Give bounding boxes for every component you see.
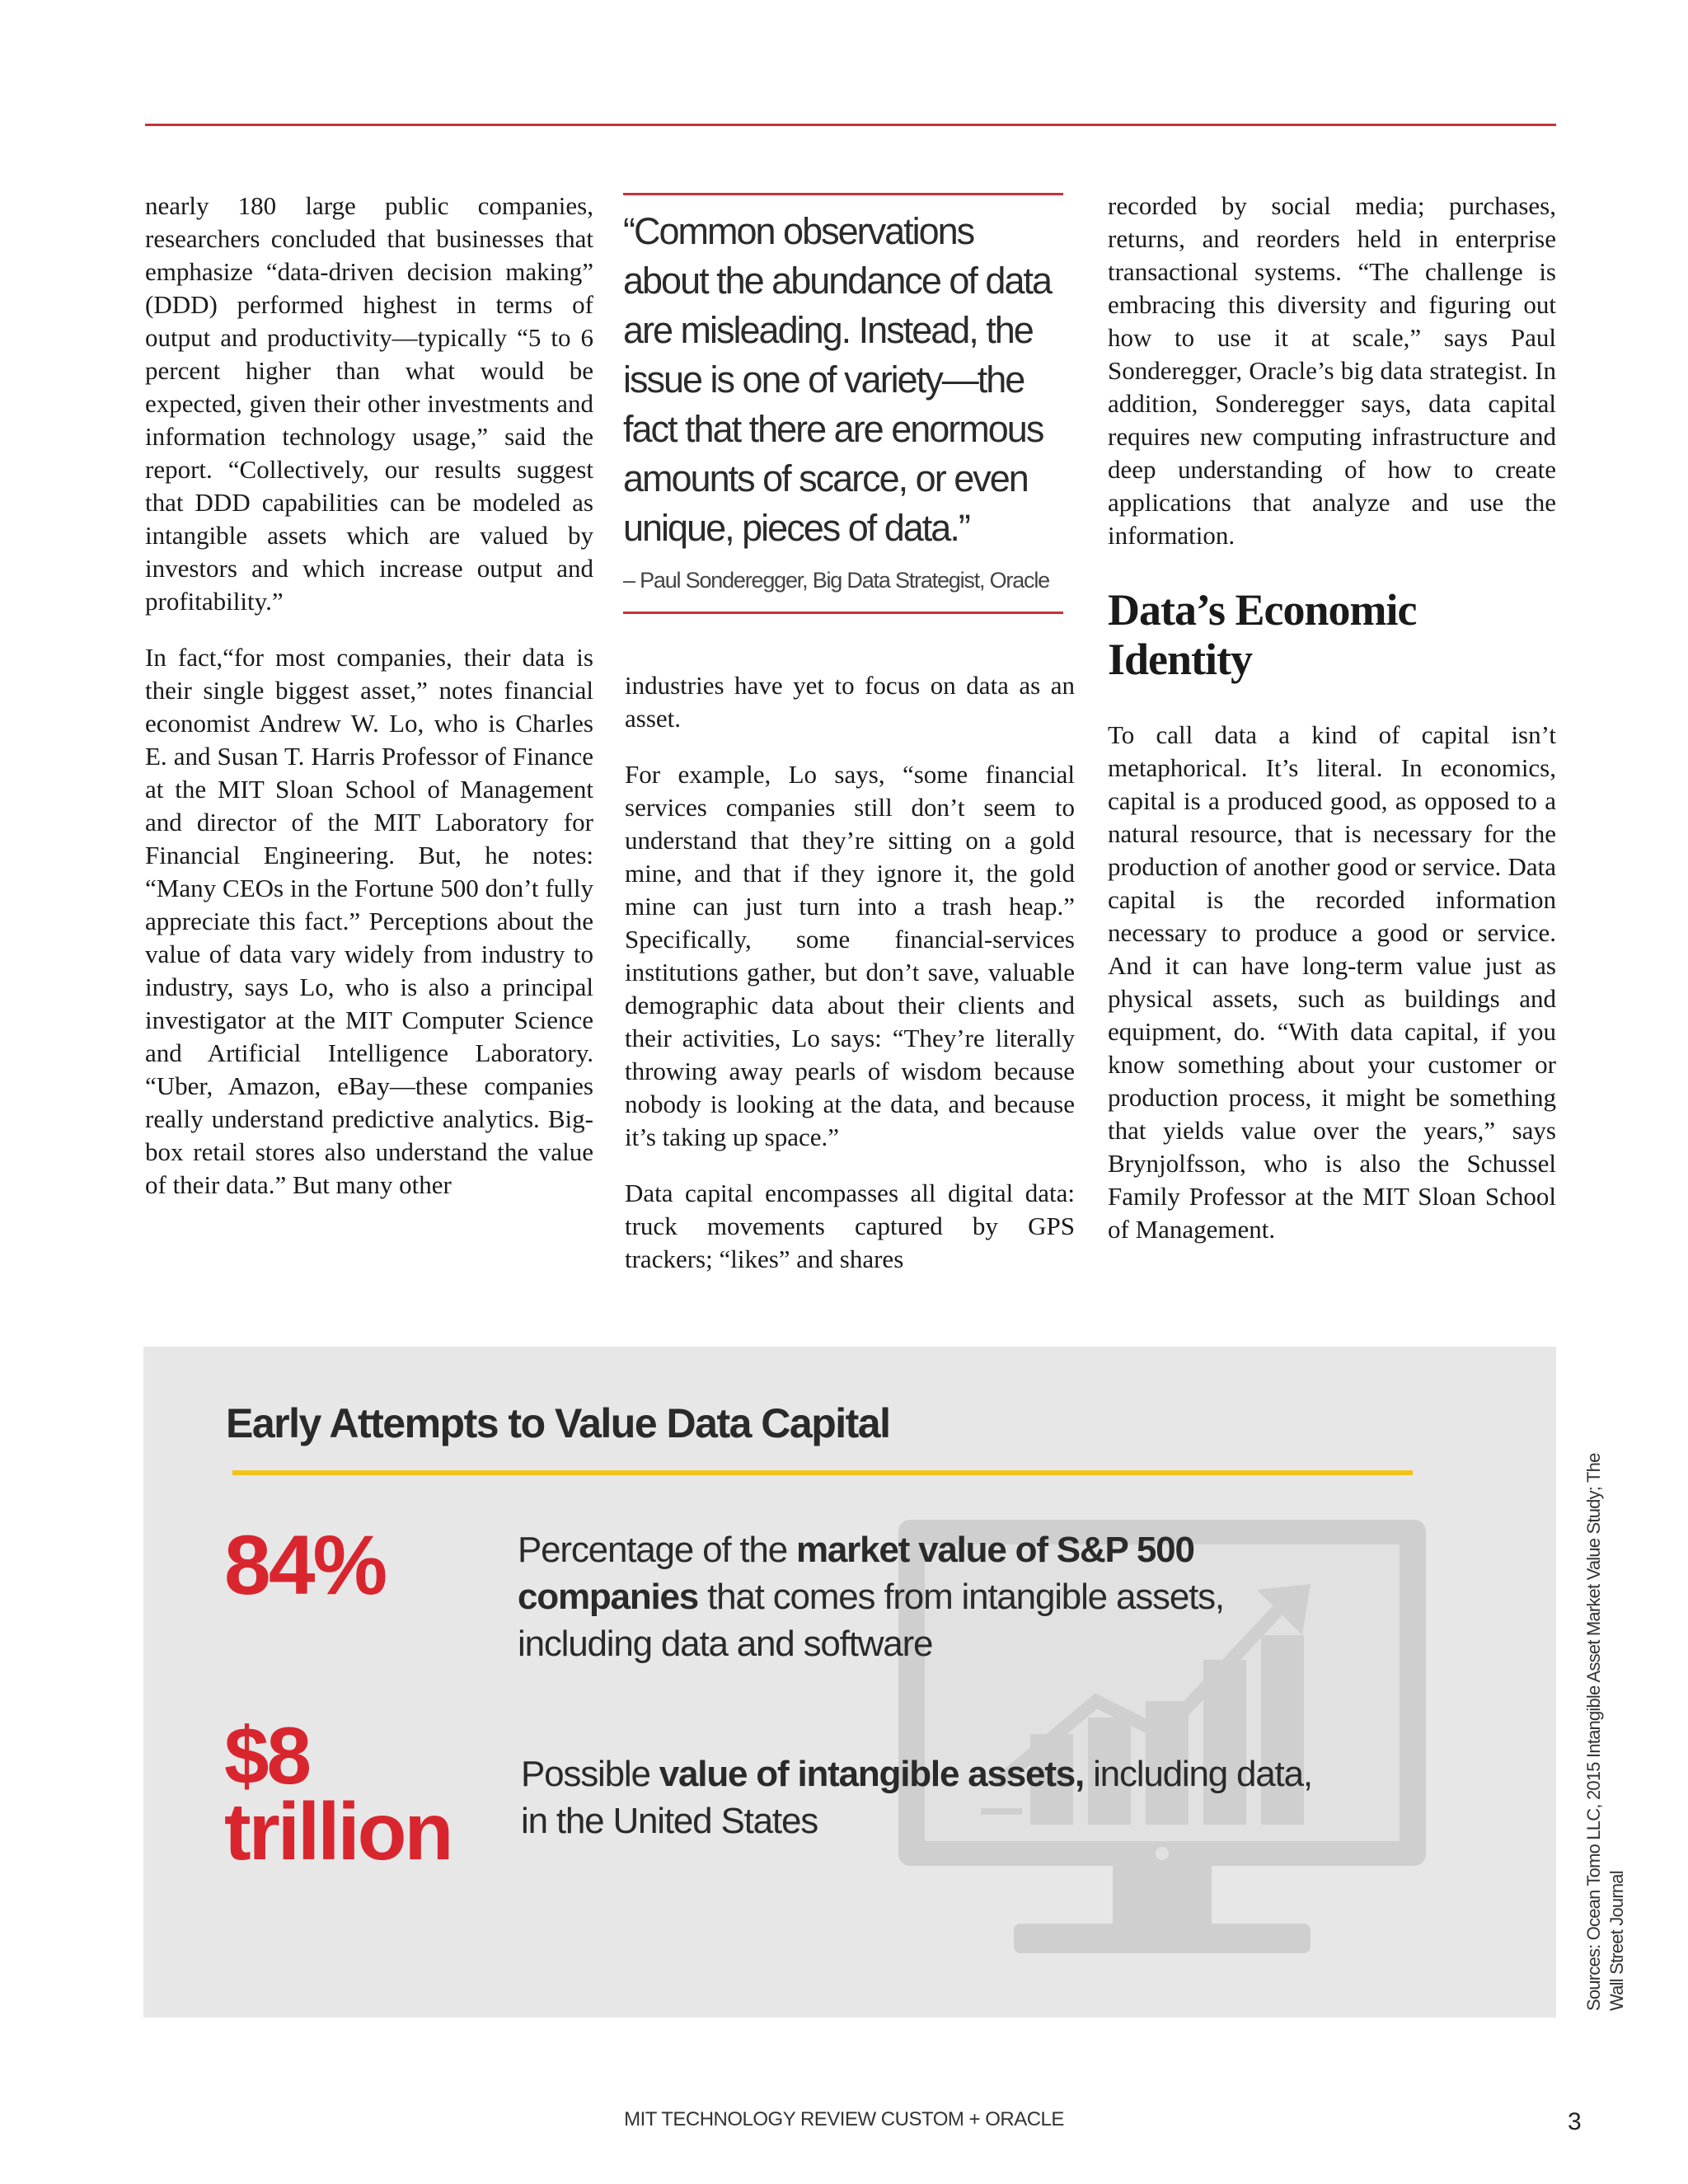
left-paragraph-2: In fact,“for most companies, their data is their single biggest asset,” notes financial economist Andrew W. Lo, who is Charles E. and Susan T. Harris Professor of Finance at the MIT Sloan School of Management and director of the MIT Laboratory for Financial Engineering. But, he notes: “Many CEOs in the Fortune 500 don’t fully appreciate this fact.” Perceptions about the value of data vary widely from industry to industry, says Lo, who is also a principal investigator at the MIT Computer Science and Artificial Intelligence Laboratory. “Uber, Amazon, eBay—these companies really understand predictive analytics. Big-box retail stores also understand the value of their data.” But many other [145, 643, 593, 1199]
pull-quote-text: “Common observations about the abundance of data are misleading. Instead, the issue is one of variety—the fact that there are enormous amounts of scarce, or even unique, pieces of data.” [623, 210, 1052, 549]
pull-quote-attribution: – Paul Sonderegger, Big Data Strategist, Oracle [623, 568, 1049, 593]
right-paragraph-1: recorded by social media; purchases, returns, and reorders held in enterprise transactional systems. “The challenge is embracing this diversity and figuring out how to use it at scale,” says Paul Sonderegger, Oracle’s big data strategist. In addition, Sonderegger says, data capital requires new computing infrastructure and deep understanding of how to create applications that analyze and use the information. [1108, 191, 1556, 550]
stat-2-desc-bold: value of intangible assets, [659, 1754, 1085, 1794]
right-column [1108, 190, 1556, 1269]
stat-2-desc-prefix: Possible [521, 1754, 659, 1794]
stat-2-value-line1: $8 [224, 1710, 310, 1801]
top-divider [145, 124, 1556, 126]
page-footer: MIT TECHNOLOGY REVIEW CUSTOM + ORACLE [624, 2108, 1064, 2130]
section-heading: Data’s Economic Identity [1108, 585, 1417, 684]
stat-1-desc-suffix: that comes from intangible assets, including data and software [518, 1577, 1224, 1664]
middle-column [625, 669, 1075, 1299]
stat-1-desc-prefix: Percentage of the [518, 1530, 796, 1570]
stat-value-84-percent: 84% [224, 1518, 386, 1612]
infographic-title: Early Attempts to Value Data Capital [226, 1400, 890, 1446]
infographic-panel [143, 1347, 1556, 2018]
stat-2-value-line2: trillion [224, 1786, 452, 1877]
left-paragraph-1: nearly 180 large public companies, researchers concluded that businesses that emphasize “data-driven decision making” (DDD) performed highest in terms of output and productivity—typically “5 to 6 percent higher than what would be expected, given their other investments and information technology usage,” said the report. “Collectively, our results suggest that DDD capabilities can be modeled as intangible assets which are valued by investors and which increase output and profitability.” [145, 191, 593, 616]
left-column [145, 190, 593, 1225]
middle-paragraph-2: For example, Lo says, “some financial services companies still don’t seem to understand that they’re sitting on a gold mine, and that if they ignore it, the gold mine can just turn into a trash heap.” Specifically, some financial-services institutions gather, but don’t save, valuable demographic data about their clients and their activities, Lo says: “They’re literally throwing away pearls of wisdom because nobody is looking at the data, and because it’s taking up space.” [625, 760, 1075, 1151]
stat-description-1 [518, 1526, 1301, 1667]
middle-paragraph-3: Data capital encompasses all digital data: truck movements captured by GPS trackers; “likes” and shares [625, 1179, 1075, 1273]
infographic-sources: Sources: Ocean Tomo LLC, 2015 Intangible Asset Market Value Study; The Wall Street Journal [1583, 1453, 1627, 2011]
stat-value-8-trillion [224, 1710, 504, 1877]
stat-description-2 [521, 1750, 1345, 1844]
middle-paragraph-1: industries have yet to focus on data as an asset. [625, 671, 1075, 733]
stat-2-desc-suffix: including data, in the United States [521, 1754, 1312, 1841]
infographic-title-rule [232, 1470, 1413, 1475]
right-paragraph-2: To call data a kind of capital isn’t metaphorical. It’s literal. In economics, capital is a produced good, as opposed to a natural resource, that is necessary for the production of another good or service. Data capital is the recorded information necessary to produce a good or service. And it can have long-term value just as physical assets, such as buildings and equipment, do. “With data capital, if you know something about your customer or production process, it might be something that yields value over the years,” says Brynjolfsson, who is also the Schussel Family Professor at the MIT Sloan School of Management. [1108, 720, 1556, 1244]
stat-1-desc-bold: market value of S&P 500 companies [518, 1530, 1194, 1617]
page-number: 3 [1568, 2108, 1582, 2135]
pull-quote [623, 193, 1063, 614]
